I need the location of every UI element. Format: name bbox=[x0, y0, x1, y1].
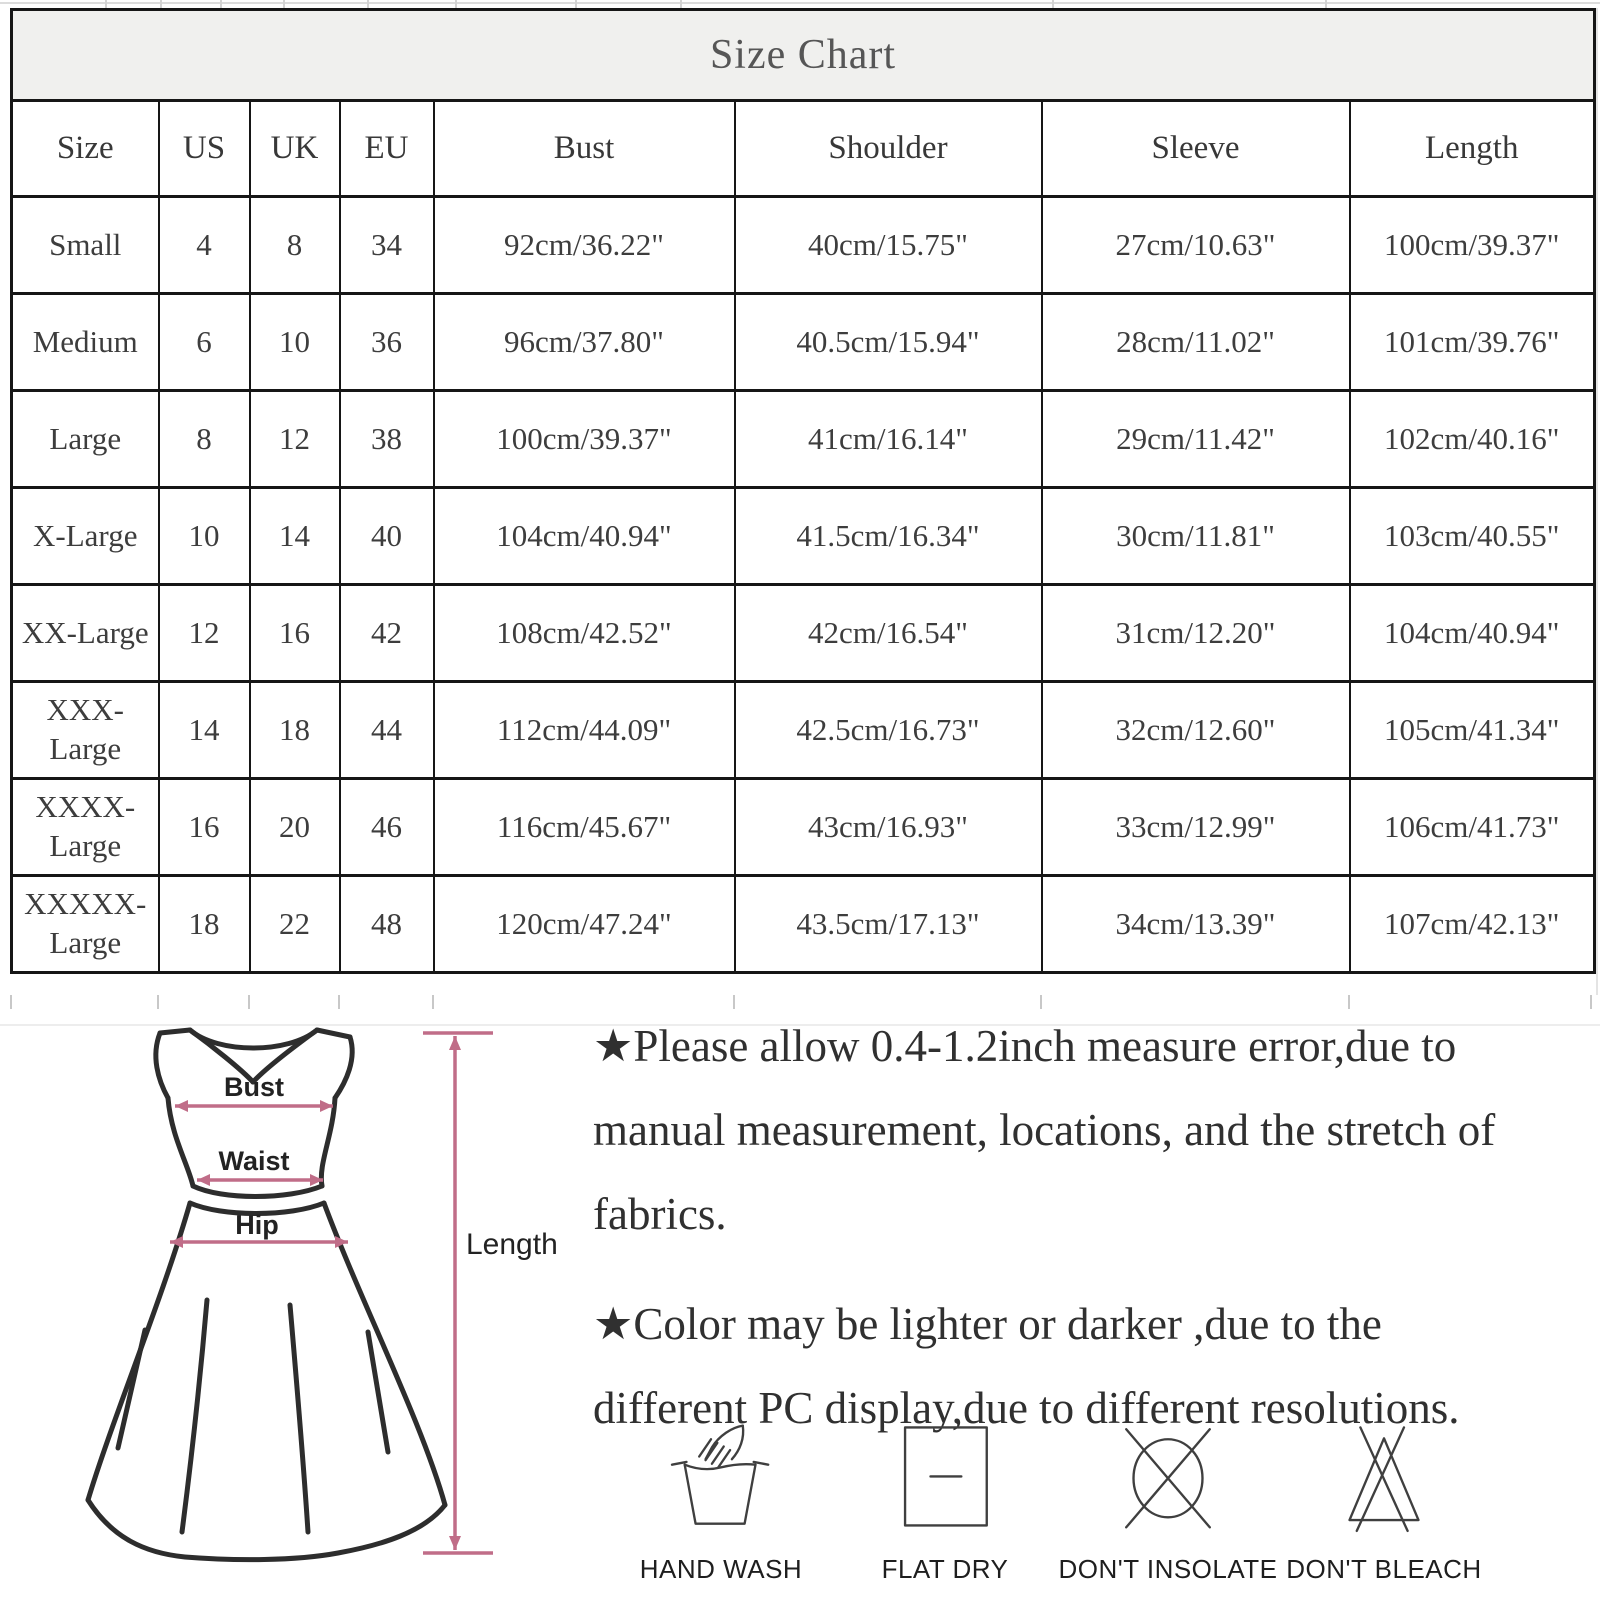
ghost-gridline bbox=[1052, 0, 1054, 8]
table-cell: 102cm/40.16" bbox=[1350, 391, 1595, 488]
table-cell: 20 bbox=[250, 779, 340, 876]
title-row bbox=[12, 10, 1595, 101]
table-cell: 16 bbox=[250, 585, 340, 682]
table-cell: XXXXX-Large bbox=[12, 876, 159, 973]
column-header-uk: UK bbox=[250, 101, 340, 197]
table-cell: 32cm/12.60" bbox=[1042, 682, 1350, 779]
table-cell: 36 bbox=[340, 294, 434, 391]
table-row bbox=[12, 779, 1595, 876]
table-cell: 106cm/41.73" bbox=[1350, 779, 1595, 876]
column-header-us: US bbox=[159, 101, 250, 197]
table-cell: 44 bbox=[340, 682, 434, 779]
dress-fold-line bbox=[290, 1305, 308, 1532]
column-header-sleeve: Sleeve bbox=[1042, 101, 1350, 197]
table-cell: 4 bbox=[159, 197, 250, 294]
table-cell: 10 bbox=[250, 294, 340, 391]
ghost-gridline-right bbox=[1596, 8, 1598, 995]
table-cell: 112cm/44.09" bbox=[434, 682, 735, 779]
table-cell: 8 bbox=[159, 391, 250, 488]
care-label: FLAT DRY bbox=[881, 1554, 1009, 1584]
arrowhead bbox=[320, 1100, 333, 1112]
table-cell: 27cm/10.63" bbox=[1042, 197, 1350, 294]
table-row bbox=[12, 391, 1595, 488]
header-row bbox=[12, 101, 1595, 197]
dress-left-strap bbox=[160, 1030, 190, 1033]
table-cell: 116cm/45.67" bbox=[434, 779, 735, 876]
table-cell: 38 bbox=[340, 391, 434, 488]
table-cell: 101cm/39.76" bbox=[1350, 294, 1595, 391]
arrowhead bbox=[175, 1100, 188, 1112]
ghost-gridline bbox=[10, 995, 12, 1009]
table-cell: 104cm/40.94" bbox=[434, 488, 735, 585]
table-cell: 31cm/12.20" bbox=[1042, 585, 1350, 682]
table-cell: 103cm/40.55" bbox=[1350, 488, 1595, 585]
note-color-difference: ★Color may be lighter or darker ,due to the different PC display,due to different resolutions. bbox=[593, 1299, 1460, 1433]
dress-hem bbox=[88, 1500, 445, 1560]
table-cell: 18 bbox=[159, 876, 250, 973]
table-cell: 33cm/12.99" bbox=[1042, 779, 1350, 876]
dress-right-side bbox=[321, 1098, 335, 1186]
column-header-size: Size bbox=[12, 101, 159, 197]
table-cell: XXXX-Large bbox=[12, 779, 159, 876]
table-cell: 41.5cm/16.34" bbox=[735, 488, 1042, 585]
table-cell: 29cm/11.42" bbox=[1042, 391, 1350, 488]
table-cell: 100cm/39.37" bbox=[1350, 197, 1595, 294]
dress-fold-line bbox=[118, 1330, 145, 1448]
ghost-gridline bbox=[160, 0, 162, 8]
column-header-bust: Bust bbox=[434, 101, 735, 197]
table-cell: 6 bbox=[159, 294, 250, 391]
flat-dry-icon bbox=[885, 1422, 1005, 1540]
table-row bbox=[12, 682, 1595, 779]
care-item-flat-dry bbox=[815, 1422, 1075, 1585]
dress-right-armhole bbox=[335, 1037, 352, 1098]
table-cell: 22 bbox=[250, 876, 340, 973]
table-cell: 30cm/11.81" bbox=[1042, 488, 1350, 585]
table-row bbox=[12, 585, 1595, 682]
ghost-gridline bbox=[680, 0, 682, 8]
ghost-gridline-top bbox=[0, 2, 1600, 4]
table-cell: 8 bbox=[250, 197, 340, 294]
table-cell: 42 bbox=[340, 585, 434, 682]
table-row bbox=[12, 876, 1595, 973]
table-cell: XX-Large bbox=[12, 585, 159, 682]
care-label: DON'T BLEACH bbox=[1286, 1554, 1482, 1584]
table-cell: 16 bbox=[159, 779, 250, 876]
table-cell: 96cm/37.80" bbox=[434, 294, 735, 391]
dress-right-strap bbox=[317, 1030, 350, 1037]
dress-skirt-right bbox=[324, 1203, 445, 1505]
table-cell: 104cm/40.94" bbox=[1350, 585, 1595, 682]
table-cell: Medium bbox=[12, 294, 159, 391]
table-cell: 14 bbox=[159, 682, 250, 779]
note-measure-error: ★Please allow 0.4-1.2inch measure error,due to manual measurement, locations, and the stretch of fabrics. bbox=[593, 1021, 1496, 1239]
table-cell: 92cm/36.22" bbox=[434, 197, 735, 294]
table-cell: 42cm/16.54" bbox=[735, 585, 1042, 682]
size-table-body bbox=[12, 197, 1595, 973]
table-cell: 28cm/11.02" bbox=[1042, 294, 1350, 391]
dress-fold-line bbox=[182, 1300, 207, 1532]
arrowhead bbox=[449, 1036, 461, 1050]
table-cell: 41cm/16.14" bbox=[735, 391, 1042, 488]
dont-bleach-icon bbox=[1324, 1422, 1444, 1540]
table-cell: X-Large bbox=[12, 488, 159, 585]
table-cell: 107cm/42.13" bbox=[1350, 876, 1595, 973]
table-row bbox=[12, 197, 1595, 294]
column-header-eu: EU bbox=[340, 101, 434, 197]
length-label: Length bbox=[466, 1228, 558, 1261]
dress-diagram bbox=[50, 1000, 570, 1620]
table-cell: Large bbox=[12, 391, 159, 488]
table-cell: 14 bbox=[250, 488, 340, 585]
dress-waistband-top bbox=[193, 1186, 322, 1197]
table-cell: 40cm/15.75" bbox=[735, 197, 1042, 294]
hand-wash-icon bbox=[661, 1422, 781, 1540]
bust-label: Bust bbox=[224, 1072, 284, 1102]
ghost-gridline bbox=[283, 0, 285, 8]
ghost-gridline bbox=[220, 0, 222, 8]
ghost-gridline bbox=[455, 0, 457, 8]
ghost-gridline bbox=[575, 0, 577, 8]
table-cell: 10 bbox=[159, 488, 250, 585]
ghost-gridline bbox=[105, 0, 107, 8]
table-cell: 40 bbox=[340, 488, 434, 585]
table-cell: 42.5cm/16.73" bbox=[735, 682, 1042, 779]
arrowhead bbox=[449, 1536, 461, 1550]
dress-left-armhole bbox=[156, 1033, 168, 1098]
notes-block bbox=[593, 1004, 1511, 1450]
table-cell: 12 bbox=[159, 585, 250, 682]
table-cell: 40.5cm/15.94" bbox=[735, 294, 1042, 391]
care-item-dont-bleach bbox=[1254, 1422, 1514, 1585]
table-cell: 108cm/42.52" bbox=[434, 585, 735, 682]
size-chart-title: Size Chart bbox=[12, 10, 1595, 101]
table-cell: 43cm/16.93" bbox=[735, 779, 1042, 876]
ghost-gridline bbox=[1325, 0, 1327, 8]
table-cell: 34cm/13.39" bbox=[1042, 876, 1350, 973]
table-cell: 120cm/47.24" bbox=[434, 876, 735, 973]
table-cell: 100cm/39.37" bbox=[434, 391, 735, 488]
table-cell: 18 bbox=[250, 682, 340, 779]
table-cell: XXX-Large bbox=[12, 682, 159, 779]
table-cell: 43.5cm/17.13" bbox=[735, 876, 1042, 973]
dress-left-side bbox=[168, 1098, 193, 1186]
table-cell: 34 bbox=[340, 197, 434, 294]
table-cell: Small bbox=[12, 197, 159, 294]
table-cell: 46 bbox=[340, 779, 434, 876]
care-item-hand-wash bbox=[591, 1422, 851, 1585]
waist-label: Waist bbox=[218, 1146, 290, 1176]
size-chart-table bbox=[10, 8, 1596, 974]
arrowhead bbox=[197, 1174, 210, 1186]
care-label: HAND WASH bbox=[639, 1554, 803, 1584]
ghost-gridline bbox=[367, 0, 369, 8]
care-label: DON'T INSOLATE bbox=[1058, 1554, 1278, 1584]
table-cell: 48 bbox=[340, 876, 434, 973]
table-cell: 12 bbox=[250, 391, 340, 488]
hip-label: Hip bbox=[235, 1210, 279, 1240]
table-row bbox=[12, 488, 1595, 585]
column-header-shoulder: Shoulder bbox=[735, 101, 1042, 197]
dont-insolate-icon bbox=[1108, 1422, 1228, 1540]
column-header-length: Length bbox=[1350, 101, 1595, 197]
table-cell: 105cm/41.34" bbox=[1350, 682, 1595, 779]
ghost-gridline bbox=[1590, 995, 1592, 1009]
table-row bbox=[12, 294, 1595, 391]
